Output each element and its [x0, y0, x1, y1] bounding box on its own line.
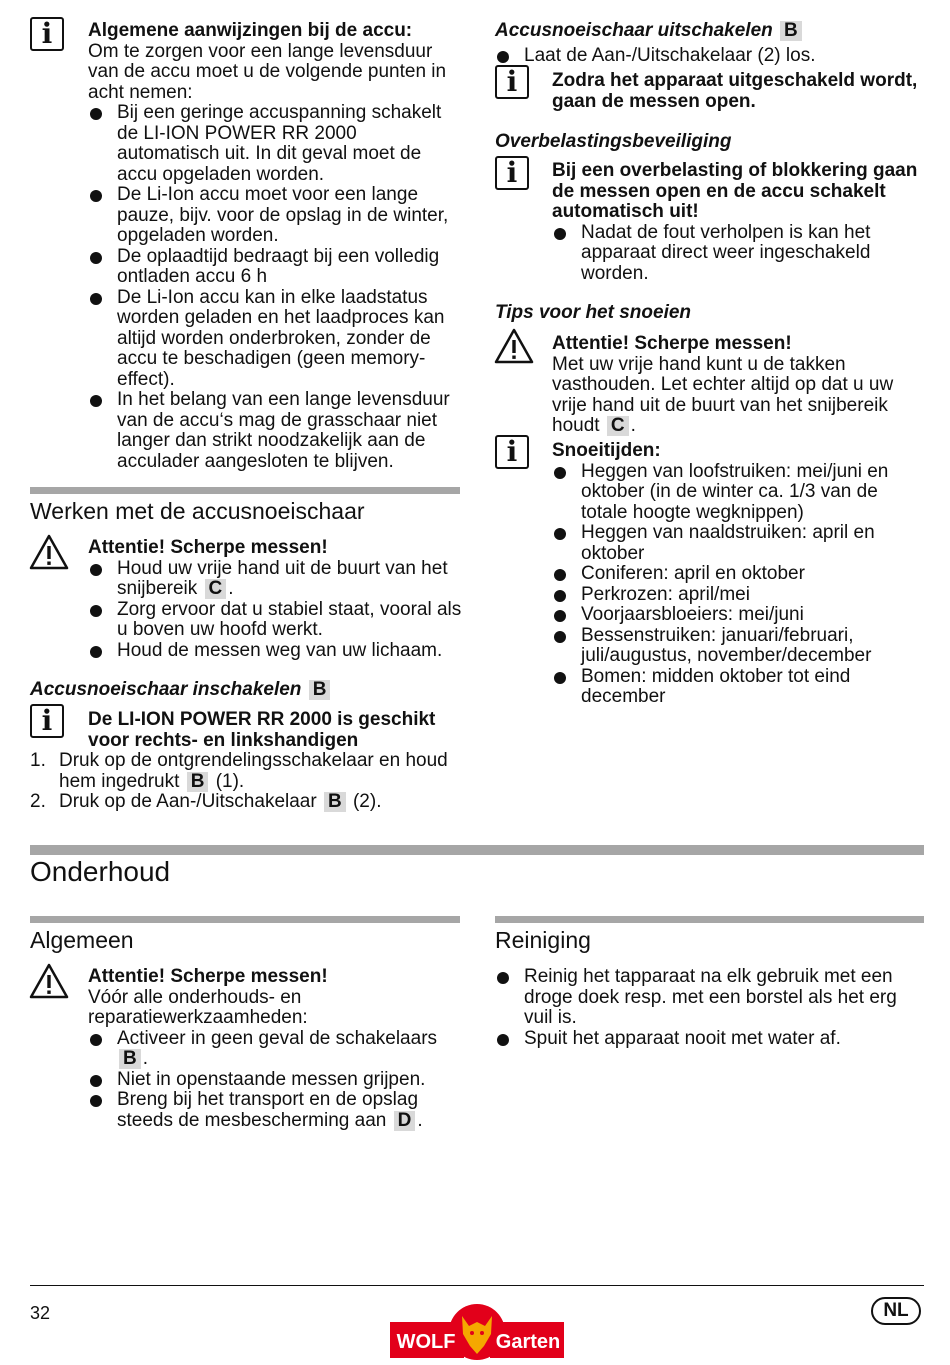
- item-text: Activeer in geen geval de schakelaars: [117, 1027, 438, 1049]
- reiniging-list: [495, 967, 925, 1049]
- list-item: Bessenstruiken: januari/februari, juli/augustus, november/december: [552, 626, 927, 667]
- key-letter-badge: C: [607, 416, 629, 436]
- page-number: 32: [30, 1303, 51, 1323]
- uitschakelen-info: [552, 71, 924, 112]
- subheading-text: Accusnoeischaar inschakelen: [30, 679, 302, 700]
- info-text: Bij een overbelasting of blokkering gaan de messen open en de accu schakelt automatisch uit!: [552, 160, 918, 222]
- warning-body: Met uw vrije hand kunt u de takken vasthouden. Let echter altijd op dat u uw vrije hand uit de buurt van het snijbereik houdt: [552, 353, 894, 436]
- step-end: (2).: [352, 791, 382, 812]
- algemeen-warning-block: [88, 967, 460, 1131]
- item-end: .: [142, 1048, 149, 1069]
- item-text: Houd uw vrije hand uit de buurt van het snijbereik: [117, 557, 448, 599]
- section-heading-reiniging: Reiniging: [495, 927, 591, 953]
- step-number: 2.: [30, 791, 46, 812]
- warning-text: [552, 355, 924, 437]
- info-text: Zodra het apparaat uitgeschakeld wordt, gaan de messen open.: [552, 70, 918, 112]
- snoeitijden-title: Snoeitijden:: [552, 440, 661, 461]
- section-divider: [30, 487, 460, 494]
- key-letter-badge: B: [119, 1049, 141, 1069]
- wolf-eye-icon: [480, 1331, 484, 1335]
- logo-right-text: Garten: [495, 1331, 561, 1353]
- list-item: Bomen: midden oktober tot eind december: [552, 667, 927, 708]
- footer-divider: [30, 1285, 924, 1286]
- list-item: Spuit het apparaat nooit met water af.: [495, 1029, 925, 1050]
- list-item: Bij een geringe accuspanning schakelt de LI-ION POWER RR 2000 automatisch uit. In dit geval moet de accu opgeladen worden.: [88, 103, 460, 185]
- section-divider: [30, 916, 460, 923]
- key-letter-badge: B: [324, 792, 346, 812]
- subheading-uitschakelen: [495, 21, 925, 42]
- list-item: [88, 1029, 460, 1070]
- warning-end: .: [630, 415, 636, 436]
- list-item: Reinig het tapparaat na elk gebruik met een droge doek resp. met een borstel als het erg vuil is.: [495, 967, 925, 1029]
- item-end: .: [228, 578, 234, 599]
- battery-advice-list: [88, 103, 460, 472]
- key-letter-badge: D: [394, 1111, 416, 1131]
- list-item: De oplaadtijd bedraagt bij een volledig ontladen accu 6 h: [88, 247, 460, 288]
- warning-icon: [494, 328, 534, 364]
- info-icon: i: [30, 704, 64, 738]
- section-divider: [495, 916, 924, 923]
- list-item: Perkrozen: april/mei: [552, 585, 927, 606]
- overbelasting-info: [552, 161, 927, 284]
- subheading-overbelasting: Overbelastingsbeveiliging: [495, 131, 732, 152]
- key-letter-badge: B: [309, 680, 331, 700]
- list-item: Nadat de fout verholpen is kan het apparaat direct weer ingeschakeld worden.: [552, 223, 927, 285]
- info-icon: i: [495, 156, 529, 190]
- wolf-eye-icon: [470, 1331, 474, 1335]
- item-text: Breng bij het transport en de opslag steeds de mesbescherming aan: [117, 1089, 419, 1131]
- subheading-tips: Tips voor het snoeien: [495, 302, 692, 323]
- warning-title: Attentie! Scherpe messen!: [88, 966, 328, 987]
- list-item: Voorjaarsbloeiers: mei/juni: [552, 605, 927, 626]
- item-end: .: [417, 1109, 423, 1131]
- list-item: Heggen van loofstruiken: mei/juni en oktober (in de winter ca. 1/3 van de totale hoogte wegknippen): [552, 462, 927, 524]
- battery-advice-block: [88, 21, 460, 472]
- list-item: Coniferen: april en oktober: [552, 564, 927, 585]
- werken-list: [88, 559, 463, 662]
- warning-title: Attentie! Scherpe messen!: [88, 537, 328, 558]
- warning-title: Attentie! Scherpe messen!: [552, 333, 792, 354]
- werken-warning-block: [88, 538, 463, 661]
- list-item: Zorg ervoor dat u stabiel staat, vooral als u boven uw hoofd werkt.: [88, 600, 463, 641]
- warning-text: Vóór alle onderhouds- en reparatiewerkzaamheden:: [88, 986, 308, 1028]
- info-icon: i: [495, 65, 529, 99]
- list-item: Niet in openstaande messen grijpen.: [88, 1070, 460, 1091]
- key-letter-badge: B: [187, 772, 209, 792]
- inschakelen-info: [88, 710, 460, 751]
- list-item: In het belang van een lange levensduur van de accu‘s mag de grasschaar niet langer dan strikt noodzakelijk aan de acculader aangesloten te blijven.: [88, 390, 460, 472]
- info-icon: i: [30, 17, 64, 51]
- uitschakelen-list: [495, 46, 925, 67]
- subheading-text: Accusnoeischaar uitschakelen: [495, 20, 773, 41]
- info-icon: i: [495, 435, 529, 469]
- step-number: 1.: [30, 750, 46, 771]
- section-heading-werken: Werken met de accusnoeischaar: [30, 498, 365, 524]
- inschakelen-steps: [30, 751, 460, 813]
- key-letter-badge: B: [780, 21, 802, 41]
- algemeen-list: [88, 1029, 460, 1132]
- warning-icon: [29, 534, 69, 570]
- list-item: [88, 1090, 460, 1131]
- snoeitijden-list: [552, 462, 927, 708]
- step-text: Druk op de Aan-/Uitschakelaar: [59, 791, 317, 812]
- tips-warning-block: [552, 334, 924, 437]
- list-item: De Li-Ion accu moet voor een lange pauze, bijv. voor de opslag in de winter, opgeladen worden.: [88, 185, 460, 247]
- list-item: Laat de Aan-/Uitschakelaar (2) los.: [495, 46, 925, 67]
- list-item: Heggen van naaldstruiken: april en oktober: [552, 523, 927, 564]
- list-item: [30, 792, 460, 813]
- list-item: [88, 559, 463, 600]
- steps-list: [30, 751, 460, 813]
- battery-advice-intro: Om te zorgen voor een lange levensduur van de accu moet u de volgende punten in acht nemen:: [88, 40, 447, 103]
- section-divider: [30, 845, 924, 855]
- subheading-inschakelen: [30, 680, 460, 701]
- warning-icon: [29, 963, 69, 999]
- key-letter-badge: C: [205, 579, 227, 599]
- battery-advice-title: Algemene aanwijzingen bij de accu:: [88, 20, 413, 41]
- wolf-garten-logo: [390, 1302, 564, 1360]
- language-badge: NL: [871, 1297, 921, 1325]
- list-item: De Li-Ion accu kan in elke laadstatus worden geladen en het laadproces kan altijd worden onderbroken, zonder de accu te beschadigen (geen memory-effect).: [88, 288, 460, 391]
- list-item: [30, 751, 460, 792]
- section-heading-onderhoud: Onderhoud: [30, 856, 171, 887]
- snoeitijden-block: [552, 441, 927, 708]
- info-text: De LI-ION POWER RR 2000 is geschikt voor rechts- en linkshandigen: [88, 709, 436, 751]
- list-item: Houd de messen weg van uw lichaam.: [88, 641, 463, 662]
- logo-left-text: WOLF: [396, 1331, 456, 1353]
- step-end: (1).: [215, 770, 245, 792]
- step-text: Druk op de ontgrendelingsschakelaar en houd hem ingedrukt: [59, 750, 448, 792]
- section-heading-algemeen: Algemeen: [30, 927, 134, 953]
